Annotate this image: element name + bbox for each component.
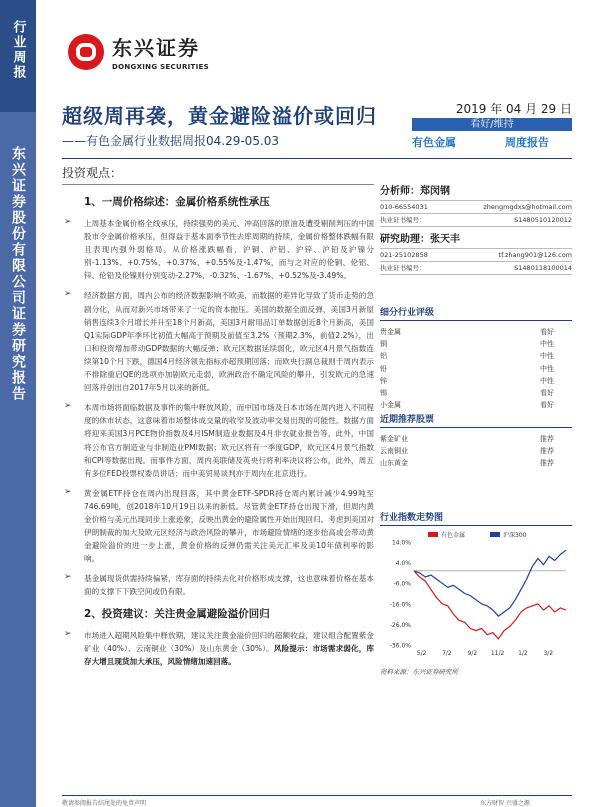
sector-name: 锌 (380, 376, 387, 385)
chart-source: 资料来源：东兴证券研究所 (380, 668, 458, 676)
paragraph-text: 本周市场将面临数据及事件的集中释放风险，而中国市场及日本市场在周内进入不同程度的休市状态，这意味着市场整体成交量的收窄及波动率交易出现的可能性。数据方面将迎来美国3月PCE物价指数及4月ISM制造业数据及4月非农就业报告等，此外，中国将公布官方制造业与非制造业PMI数据；欧元区将有一季度GDP，欧元区4月景气指数和CPI等数据出现。而事件方面，周内美联储及英央行将利率决议将公布，此外，周五有多位FED投票权委员讲话；而中美贸易谈判亦于周内在北京进行。 (84, 403, 374, 478)
assistant-name: 张天丰 (430, 234, 460, 245)
sidebar-company (0, 112, 36, 807)
x-tick-label: 1/2 (518, 650, 528, 657)
assistant-heading (380, 230, 572, 245)
analyst-contact (380, 201, 572, 213)
stock-rating: 推荐 (540, 435, 554, 443)
risk-label: 风险提示： (273, 643, 313, 653)
analyst-panel (380, 182, 572, 275)
list-item (380, 350, 572, 362)
sidebar-top-label: 行业周报 (10, 20, 26, 80)
list-item (380, 445, 572, 457)
paragraph-text: 经济数据方面，周内公布的经济数据影响不欧美，而数据的差异化导致了货币走势的急剧分化，从而对新兴市场带来了一定的资本抛压。美国的数据全面反弹，美国3月新屋销售连续3个月增长并升至18个月新高，美国3月耐用品订单数据创近8个月新高，美国Q1实际GDP年季环比初值大幅高于预期及前值至3.2%（预期2.3%，前值2.2%），出口和投资增加带动GDP数据的大幅反弹；欧元区数据延续弱化，欧元区4月景气指数连续第10个月下跌，德国4月经济领先指标亦超预期回落；而欧央行副总裁则于周内表示不排除重启QE的选项亦加剧欧元走弱，欧洲政治不确定风险的攀升，引发欧元的急速回落并创出自2017年5月以来的新低。 (84, 291, 374, 393)
sector-rating: 看好 (540, 328, 554, 336)
arrow-bullet-icon: ➢ (64, 401, 72, 412)
y-tick-label: -6.0% (393, 580, 411, 588)
paragraph (62, 487, 374, 566)
analyst-name: 郑闵钢 (420, 186, 450, 197)
analyst-heading (380, 182, 572, 197)
stock-rating: 推荐 (540, 447, 554, 456)
analyst-cert-row (380, 214, 572, 226)
analyst-cert: S1480510120012 (514, 216, 572, 224)
assistant-cert: S1480118100014 (514, 264, 572, 272)
paragraph-text: 上周基本金属价格全线承压，持续强势的美元、冲高回落的原油及遭受剔削判压的中国股市令金属价格承压，但得益于基本面季节性去库周期的持续，金属价格整体跌幅有限且表现内强外弱格局。从价格涨跌幅看，沪铜、沪铝、沪锌、沪铅及沪镍分别-1.13%、+0.75%、+0.37%、+0.55%及-1.47%，而与之对应的伦铜、伦铝、锌、伦铅及伦镍则分别变动-2.27%、-0.32%、-1.67%、+0.52%及-3.49%。 (84, 219, 374, 281)
stock-name: 紫金矿业 (380, 435, 408, 443)
stock-rating: 推荐 (540, 459, 554, 468)
list-item (380, 399, 572, 411)
list-item (380, 375, 572, 387)
arrow-bullet-icon: ➢ (64, 572, 72, 583)
analyst-label: 分析师： (380, 186, 420, 197)
views-heading: 投资观点： (62, 164, 374, 185)
sector-name: 小金属 (380, 401, 401, 410)
legend-label: 有色金属 (441, 532, 466, 539)
paragraph-text: 基金属现货供需持续偏紧，库存面的持续去化对价格形成支撑，这也意味着价格在基本面的支撑下下跌空间或仍有限。 (84, 574, 374, 597)
stock-name: 山东黄金 (380, 459, 408, 468)
arrow-bullet-icon: ➢ (64, 289, 72, 300)
legend-swatch (490, 532, 500, 537)
report-date: 2019 年 04 月 29 日 (412, 100, 572, 120)
sector-rating: 中性 (540, 352, 554, 361)
list-item (380, 387, 572, 399)
index-chart (380, 510, 572, 665)
sector-name: 铜 (380, 340, 387, 349)
logo-cn-text: 东兴证券 (112, 36, 200, 60)
cert-label: 执业证书编号： (380, 264, 426, 272)
company-logo (68, 32, 209, 71)
paragraph (62, 401, 374, 480)
y-tick-label: -16.0% (389, 601, 411, 609)
sector-name: 铝 (380, 352, 387, 361)
assistant-cert-row (380, 262, 572, 274)
section2-heading: 2、投资建议：关注贵金属避险溢价回归 (84, 607, 270, 620)
legend-swatch (428, 532, 438, 537)
page-subtitle: ——有色金属行业数据周报04.29-05.03 (62, 134, 280, 148)
logo-en-text: DONGXING SECURITIES (112, 63, 209, 71)
analyst-email[interactable]: zhengmgdxs@hotmail.com (483, 203, 572, 211)
sector-rating: 看好 (540, 401, 554, 410)
paragraph (62, 572, 374, 598)
series-line (414, 571, 566, 639)
sector-name: 锡 (380, 389, 387, 398)
sector-rating: 中性 (540, 376, 554, 385)
paragraph (62, 289, 374, 394)
footer-disclaimer: 敬请参阅报告结尾处的免责声明 (62, 800, 147, 807)
x-tick-label: 11/2 (490, 650, 505, 657)
title-divider (62, 158, 572, 159)
y-tick-label: 4.0% (395, 560, 411, 568)
index-chart-svg (380, 526, 572, 661)
paragraph-text: 黄金属ETF持仓在周内出现回落，其中黄金ETF-SPDR持仓周内累计减少4.99吨至746.69吨，创2018年10月19日以来的新低。尽管黄金ETF持仓出现下滑，但周内黄金价格与美元出现同步上涨迹象，反映出黄金的避险属性开始出现回归。考虑到美国对伊朗制裁的加大及欧元区经济与政治风险的攀升，市场避险情绪的逐步抬高或会带动黄金避险溢价的进一步上涨，黄金价格的反弹仍需关注美元汇率及美10年债利率的影响。 (84, 488, 374, 564)
sector-ratings-box (380, 305, 572, 411)
report-type-label: 周度报告 (505, 136, 549, 149)
arrow-bullet-icon: ➢ (64, 486, 72, 497)
recommendation-text: 市场进入超期风险集中释放期，建议关注黄金溢价回归的超额收益，建议组合配置紫金矿业（40%）、云南铜业（30%）及山东黄金（30%）。 (84, 630, 374, 653)
sector-name: 铅 (380, 364, 387, 373)
paragraph (62, 217, 374, 282)
x-tick-label: 7/2 (442, 650, 452, 657)
assistant-label: 研究助理： (380, 234, 430, 245)
footer-slogan: 东方财智 兴盛之源 (480, 800, 530, 807)
y-tick-label: 14.0% (391, 539, 411, 547)
sector-label: 有色金属 (412, 136, 456, 149)
main-content (62, 164, 374, 675)
risk-text: 市场需求弱化，库存大增且现货加大承压，风险情绪加速回落。 (84, 643, 375, 666)
paragraph-text (84, 629, 374, 668)
sector-rating: 中性 (540, 340, 554, 349)
sector-rating: 看好 (540, 389, 554, 398)
list-item (380, 338, 572, 350)
list-item (380, 457, 572, 469)
sidebar-company-label: 东兴证券股份有限公司证券研究报告 (10, 146, 26, 402)
y-tick-label: -36.0% (389, 642, 411, 650)
footer-divider (62, 795, 572, 796)
chart-title: 行业指数走势图 (380, 510, 572, 526)
x-tick-label: 9/2 (467, 650, 478, 657)
stock-name: 云南铜业 (380, 447, 408, 456)
assistant-contact (380, 249, 572, 261)
sector-rating: 中性 (540, 364, 554, 373)
arrow-bullet-icon: ➢ (64, 217, 72, 227)
cert-label: 执业证书编号： (380, 216, 426, 224)
assistant-email[interactable]: tf.zhang901@126.com (498, 251, 572, 259)
rating-badge: 看好/维持 (412, 118, 572, 131)
stock-picks-title: 近期推荐股票 (380, 412, 572, 428)
list-item (380, 326, 572, 338)
x-tick-label: 5/2 (416, 650, 427, 657)
x-tick-label: 3/2 (543, 650, 554, 657)
list-item (380, 433, 572, 445)
arrow-bullet-icon: ➢ (64, 628, 72, 639)
assistant-phone: 021-25102858 (380, 251, 428, 259)
stock-picks-box (380, 412, 572, 470)
legend-label: 沪深300 (503, 532, 527, 539)
analyst-phone: 010-66554031 (380, 203, 428, 211)
logo-emblem-icon (68, 34, 104, 70)
series-line (414, 550, 566, 616)
sector-name: 贵金属 (380, 328, 401, 336)
sector-ratings-title: 细分行业评级 (380, 305, 572, 321)
list-item (380, 363, 572, 375)
paragraph (62, 629, 374, 668)
section1-heading: 1、一周价格综述：金属价格系统性承压 (84, 196, 270, 208)
sidebar-report-type (0, 0, 36, 112)
page-title: 超级周再袭，黄金避险溢价或回归 (62, 104, 377, 128)
y-tick-label: -26.0% (389, 621, 411, 629)
